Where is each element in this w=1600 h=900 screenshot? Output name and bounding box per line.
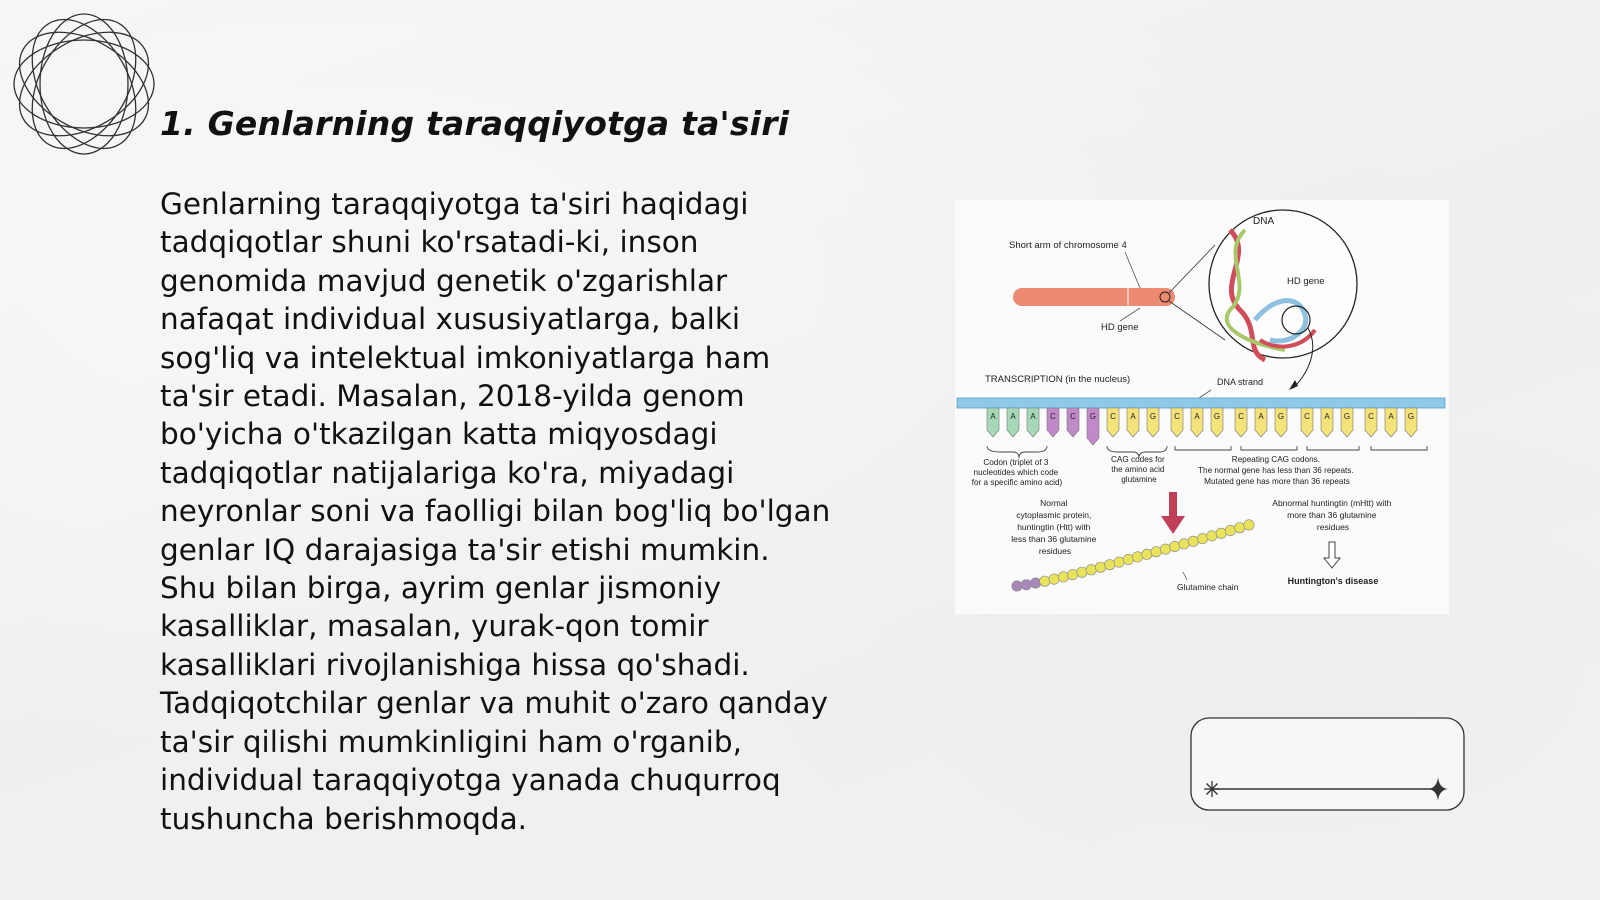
repeat-brace-4 [1371,446,1427,450]
body-line: neyronlar soni va faolligi bilan bog'liq bo'lgan [160,494,831,529]
base-letter: C [1070,412,1076,421]
body-line: bo'yicha o'tkazilgan katta miqyosdagi [160,417,718,452]
zoom-line-top [1169,245,1215,293]
body-line: sog'liq va intelektual imkoniyatlarga ham [160,340,771,375]
translation-arrow-head [1161,516,1185,534]
hd-gene-pointer [1120,308,1140,321]
glutamine-bead [1049,574,1059,584]
disease-label: Huntington's disease [1287,576,1379,586]
repeat-annotation: Repeating CAG codons. The normal gene has less than 36 repeats. Mutated gene has more than 36 repeats [1198,455,1354,486]
base-letter: G [1343,412,1351,421]
base-letter: G [1277,412,1285,421]
dna-label: DNA [1253,216,1275,227]
base-letter: A [1324,412,1330,421]
translation-arrow-shaft [1169,492,1177,518]
glutamine-bead [1235,523,1245,533]
glutamine-bead [1244,520,1254,530]
body-line: ta'sir etadi. Masalan, 2018-yilda genom [160,379,745,414]
nucleotide-bases [987,408,1417,445]
codon-annotation: Codon (triplet of 3 nucleotides which code for a specific amino acid) [971,458,1063,487]
body-line: Genlarning taraqqiyotga ta'siri haqidagi [160,187,749,221]
glutamine-bead [1114,557,1124,567]
slider-frame [1191,718,1464,810]
glutamine-bead [1197,533,1207,543]
base-letter: A [1388,412,1394,421]
glutamine-bead [1068,569,1078,579]
glutamine-bead [1160,544,1170,554]
base-letter: C [1110,412,1116,421]
hd-gene-circle-label: HD gene [1287,276,1325,287]
cag-annotation: CAG codes for the amino acid glutamine [1111,455,1165,484]
decorative-slider-frame [1190,717,1465,811]
base-letter: C [1304,412,1310,421]
body-line: tadqiqotlar natijalariga ko'ra, miyadagi [160,455,735,490]
dna-strand-pointer [1199,390,1211,398]
glutamine-bead [1170,541,1180,551]
codon-brace [987,446,1047,458]
hd-gene-label: HD gene [1101,322,1139,333]
body-line: tushuncha berishmoqda. [160,801,528,836]
base-letter: C [1174,412,1180,421]
glutamine-bead [1021,580,1031,590]
body-line: individual taraqqiyotga yanada chuqurroq [160,763,781,798]
glutamine-bead [1142,549,1152,559]
body-line: kasalliklari rivojlanishiga hissa qo'shadi. [160,647,750,682]
diagram-canvas [955,200,1449,614]
body-line: genlar IQ darajasiga ta'sir etishi mumkin. [160,532,770,567]
chromosome-arm [1013,288,1175,306]
base-letter: C [1050,412,1056,421]
glutamine-bead [1132,552,1142,562]
chromosome-pointer [1125,252,1140,288]
glutamine-bead [1179,539,1189,549]
body-line: nafaqat individual xususiyatlarga, balki [160,302,741,337]
base-letter: G [1089,412,1097,421]
petal-ellipse [11,10,157,158]
glutamine-bead [1086,565,1096,575]
base-letter: A [1010,412,1016,421]
repeat-brace-2 [1241,446,1297,450]
dna-strand-bar [957,398,1445,408]
body-line: genomida mavjud genetik o'zgarishlar [160,263,728,298]
base-letter: G [1213,412,1221,421]
base-letter: G [1149,412,1157,421]
abnormal-protein-annotation: Abnormal huntingtin (mHtt) with more than 36 glutamine residues [1272,498,1392,532]
huntington-gene-diagram [955,200,1449,614]
petal-ellipse [10,11,158,157]
glutamine-bead [1225,525,1235,535]
repeat-brace-1 [1175,446,1231,450]
transcription-label: TRANSCRIPTION (in the nucleus) [985,374,1131,385]
repeat-brace-3 [1307,446,1359,450]
glutamine-bead [1095,562,1105,572]
base-letter: A [1030,412,1036,421]
glutamine-bead [1040,576,1050,586]
chromosome-label: Short arm of chromosome 4 [1009,240,1127,251]
normal-protein-annotation: Normal cytoplasmic protein, huntingtin (Htt) with less than 36 glutamine residues [1011,498,1097,556]
glutamine-bead [1151,547,1161,557]
glutamine-bead [1216,528,1226,538]
glutamine-bead [1058,572,1068,582]
decorative-circle-pattern [10,10,158,158]
body-line: ta'sir qilishi mumkinligini ham o'rganib, [160,724,742,759]
base-letter: A [1130,412,1136,421]
glutamine-bead [1188,536,1198,546]
base-letter: A [990,412,996,421]
petal-ellipse [14,40,154,128]
glutamine-bead [1207,531,1217,541]
dna-strand-label: DNA strand [1217,377,1264,387]
body-line: kasalliklar, masalan, yurak-qon tomir [160,609,709,644]
glutamine-pointer [1183,572,1187,580]
petal-ellipse [10,11,158,157]
base-letter: C [1368,412,1374,421]
disease-arrow [1324,542,1340,568]
petal-ellipse [40,14,128,154]
body-line: tadqiqotlar shuni ko'rsatadi-ki, inson [160,225,699,260]
glutamine-bead [1030,578,1040,588]
petal-ellipse [11,10,157,158]
body-paragraph [160,185,860,838]
body-line: Tadqiqotchilar genlar va muhit o'zaro qanday [160,686,829,721]
glutamine-chain-label: Glutamine chain [1177,582,1239,592]
base-letter: G [1407,412,1415,421]
body-line: Shu bilan birga, ayrim genlar jismoniy [160,571,722,606]
glutamine-bead [1105,560,1115,570]
glutamine-bead [1123,554,1133,564]
base-letter: C [1238,412,1244,421]
glutamine-bead [1077,567,1087,577]
glutamine-bead [1012,581,1022,591]
transcription-arrowhead [1289,380,1298,390]
base-letter: A [1194,412,1200,421]
slide-title: 1. Genlarning taraqqiyotga ta'siri [160,104,790,143]
base-letter: A [1258,412,1264,421]
